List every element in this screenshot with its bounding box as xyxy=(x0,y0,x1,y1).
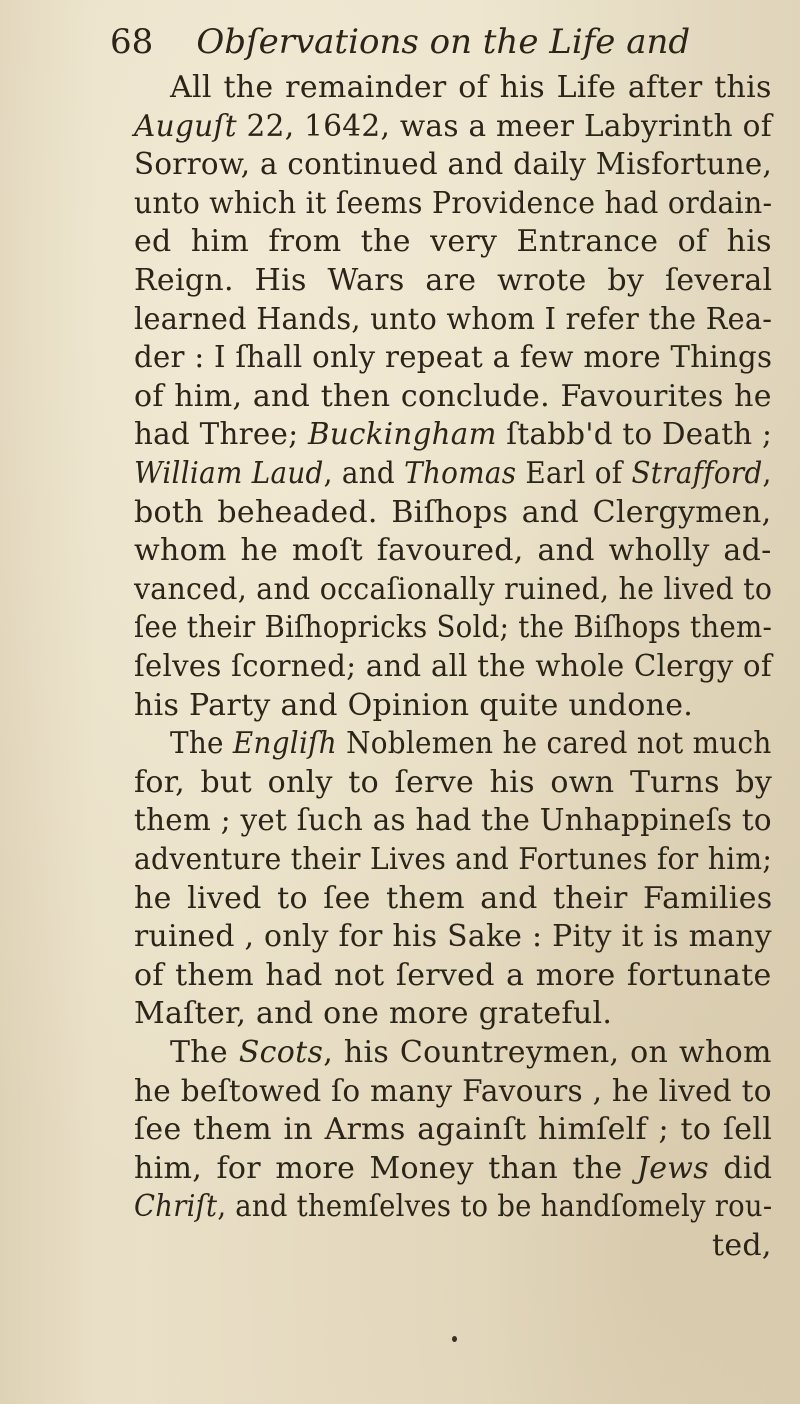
roman-run: , xyxy=(762,456,772,491)
roman-run: Maſter, and one more grateful. xyxy=(134,996,613,1032)
text-line xyxy=(170,70,772,106)
roman-run: for, but only to ſerve his own Turns by xyxy=(134,764,773,800)
text-line xyxy=(134,147,772,183)
roman-run: Sorrow, a continued and daily Misfortune, xyxy=(134,147,773,183)
text-line xyxy=(134,533,772,569)
roman-run: he beſtowed ſo many Favours , he lived to xyxy=(134,1073,772,1109)
text-line xyxy=(134,765,772,801)
roman-run: , and xyxy=(323,456,405,491)
ink-speck xyxy=(452,1336,457,1342)
italic-run: Buckingham xyxy=(307,417,497,453)
text-line xyxy=(134,842,772,878)
text-line xyxy=(134,186,772,222)
italic-run: Engliſh xyxy=(232,726,337,762)
text-line xyxy=(134,958,772,994)
roman-run: ruined , only for his Sake : Pity it is many xyxy=(134,919,772,955)
roman-run: both beheaded. Biſhops and Clergymen, xyxy=(134,494,772,530)
page-number: 68 xyxy=(110,22,154,62)
text-line xyxy=(134,803,772,839)
roman-run: ted, xyxy=(712,1228,772,1263)
italic-run: William Laud xyxy=(134,456,324,491)
text-line xyxy=(134,302,772,338)
roman-run: Earl of xyxy=(516,456,632,491)
roman-run: The xyxy=(170,1035,239,1070)
roman-run: Reign. His Wars are wrote by ſeveral xyxy=(134,263,773,298)
text-line xyxy=(712,1228,772,1264)
roman-run: , his Countreymen, on whom xyxy=(323,1035,772,1070)
text-line xyxy=(134,996,612,1032)
roman-run: der : I ſhall only repeat a few more Things xyxy=(134,340,773,376)
text-line xyxy=(134,881,772,917)
roman-run: Noblemen he cared not much xyxy=(336,726,772,762)
text-line xyxy=(134,1074,772,1110)
roman-run: vanced, and occaſionally ruined, he lived to xyxy=(134,571,773,607)
text-line xyxy=(134,1189,772,1225)
roman-run: The xyxy=(170,726,233,762)
text-line xyxy=(134,456,772,492)
text-line xyxy=(134,417,772,453)
roman-run: All the remainder of his Life after this xyxy=(170,70,772,105)
text-line xyxy=(170,726,772,762)
text-line xyxy=(134,340,772,376)
text-line xyxy=(134,649,772,685)
roman-run: ſelves ſcorned; and all the whole Clergy of xyxy=(134,649,772,684)
roman-run: him, for more Money than the xyxy=(134,1150,637,1186)
roman-run: ſtabb'd to Death ; xyxy=(496,417,773,453)
text-line xyxy=(134,1151,772,1187)
roman-run: ed him from the very Entrance of his xyxy=(134,224,772,260)
italic-run: Scots xyxy=(238,1035,324,1070)
running-title: Obſervations on the Life and xyxy=(196,22,691,62)
text-line xyxy=(134,109,772,145)
roman-run: learned Hands, unto whom I refer the Rea- xyxy=(134,301,773,337)
text-line xyxy=(134,610,772,646)
roman-run: them ; yet ſuch as had the Unhappineſs to xyxy=(134,803,772,839)
roman-run: of them had not ſerved a more fortunate xyxy=(134,957,772,993)
text-line xyxy=(134,572,772,608)
text-line xyxy=(134,379,772,415)
roman-run: , and themſelves to be handſomely rou- xyxy=(217,1189,773,1225)
italic-run: Jews xyxy=(636,1150,709,1186)
roman-run: did xyxy=(708,1150,773,1186)
italic-run: Chriſt xyxy=(134,1189,218,1225)
roman-run: he lived to ſee them and their Families xyxy=(134,880,773,916)
roman-run: 22, 1642, was a meer Labyrinth of xyxy=(236,108,772,144)
roman-run: ſee their Biſhopricks Sold; the Biſhops them- xyxy=(134,610,773,646)
roman-run: unto which it ſeems Providence had ordain- xyxy=(134,185,773,221)
text-line xyxy=(134,224,772,260)
roman-run: his Party and Opinion quite undone. xyxy=(134,687,694,723)
roman-run: ſee them in Arms againſt himſelf ; to ſell xyxy=(134,1112,773,1148)
italic-run: Strafford xyxy=(631,456,763,491)
roman-run: whom he moſt favoured, and wholly ad- xyxy=(134,533,772,569)
text-line xyxy=(134,1112,772,1148)
italic-run: Thomas xyxy=(404,456,517,491)
text-line xyxy=(134,688,693,724)
running-head xyxy=(110,16,690,68)
roman-run: had Three; xyxy=(134,417,308,453)
text-line xyxy=(134,495,772,531)
roman-run: of him, and then conclude. Favourites he xyxy=(134,378,772,414)
text-line xyxy=(170,1035,772,1071)
text-line xyxy=(134,919,772,955)
text-line xyxy=(134,263,772,299)
italic-run: Auguſt xyxy=(134,108,237,144)
roman-run: adventure their Lives and Fortunes for him; xyxy=(134,842,773,877)
